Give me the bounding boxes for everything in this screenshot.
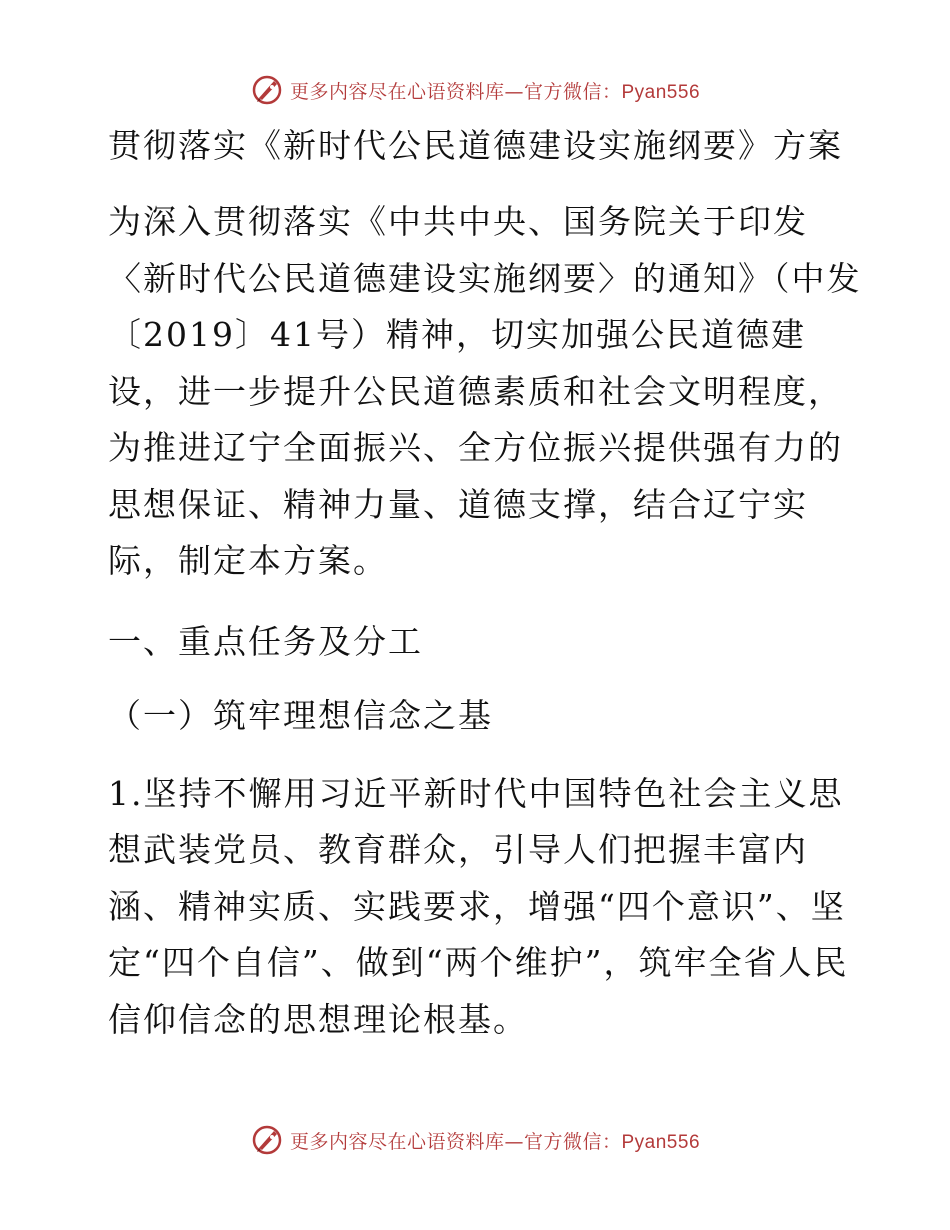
document-body: [98, 118, 868, 1048]
item-paragraph: 1.坚持不懈用习近平新时代中国特色社会主义思想武装党员、教育群众，引导人们把握丰富内涵、精神实质、实践要求，增强“四个意识”、坚定“四个自信”、做到“两个维护”，筑牢全省人民信仰信念的思想理论根基。: [108, 773, 849, 1039]
quill-pen-logo-icon: [250, 73, 284, 107]
watermark-handle: Pyan556: [621, 81, 701, 103]
intro-paragraph: 为深入贯彻落实《中共中央、国务院关于印发〈新时代公民道德建设实施纲要〉的通知》（中发〔2019〕41号）精神，切实加强公民道德建设，进一步提升公民道德素质和社会文明程度，为推进辽宁全面振兴、全方位振兴提供强有力的思想保证、精神力量、道德支撑，结合辽宁实际，制定本方案。: [108, 202, 862, 580]
watermark-footer: [0, 1122, 950, 1158]
watermark-handle: Pyan556: [621, 1131, 701, 1153]
document-title: 贯彻落实《新时代公民道德建设实施纲要》方案: [108, 126, 843, 165]
watermark-header: [0, 72, 950, 108]
watermark-text: 更多内容尽在心语资料库—官方微信：Pyan556: [289, 80, 701, 103]
watermark-text: 更多内容尽在心语资料库—官方微信：Pyan556: [289, 1130, 701, 1153]
subsection-heading: （一）筑牢理想信念之基: [108, 695, 493, 735]
section-heading: 一、重点任务及分工: [108, 621, 423, 661]
quill-pen-logo-icon: [250, 1123, 284, 1157]
